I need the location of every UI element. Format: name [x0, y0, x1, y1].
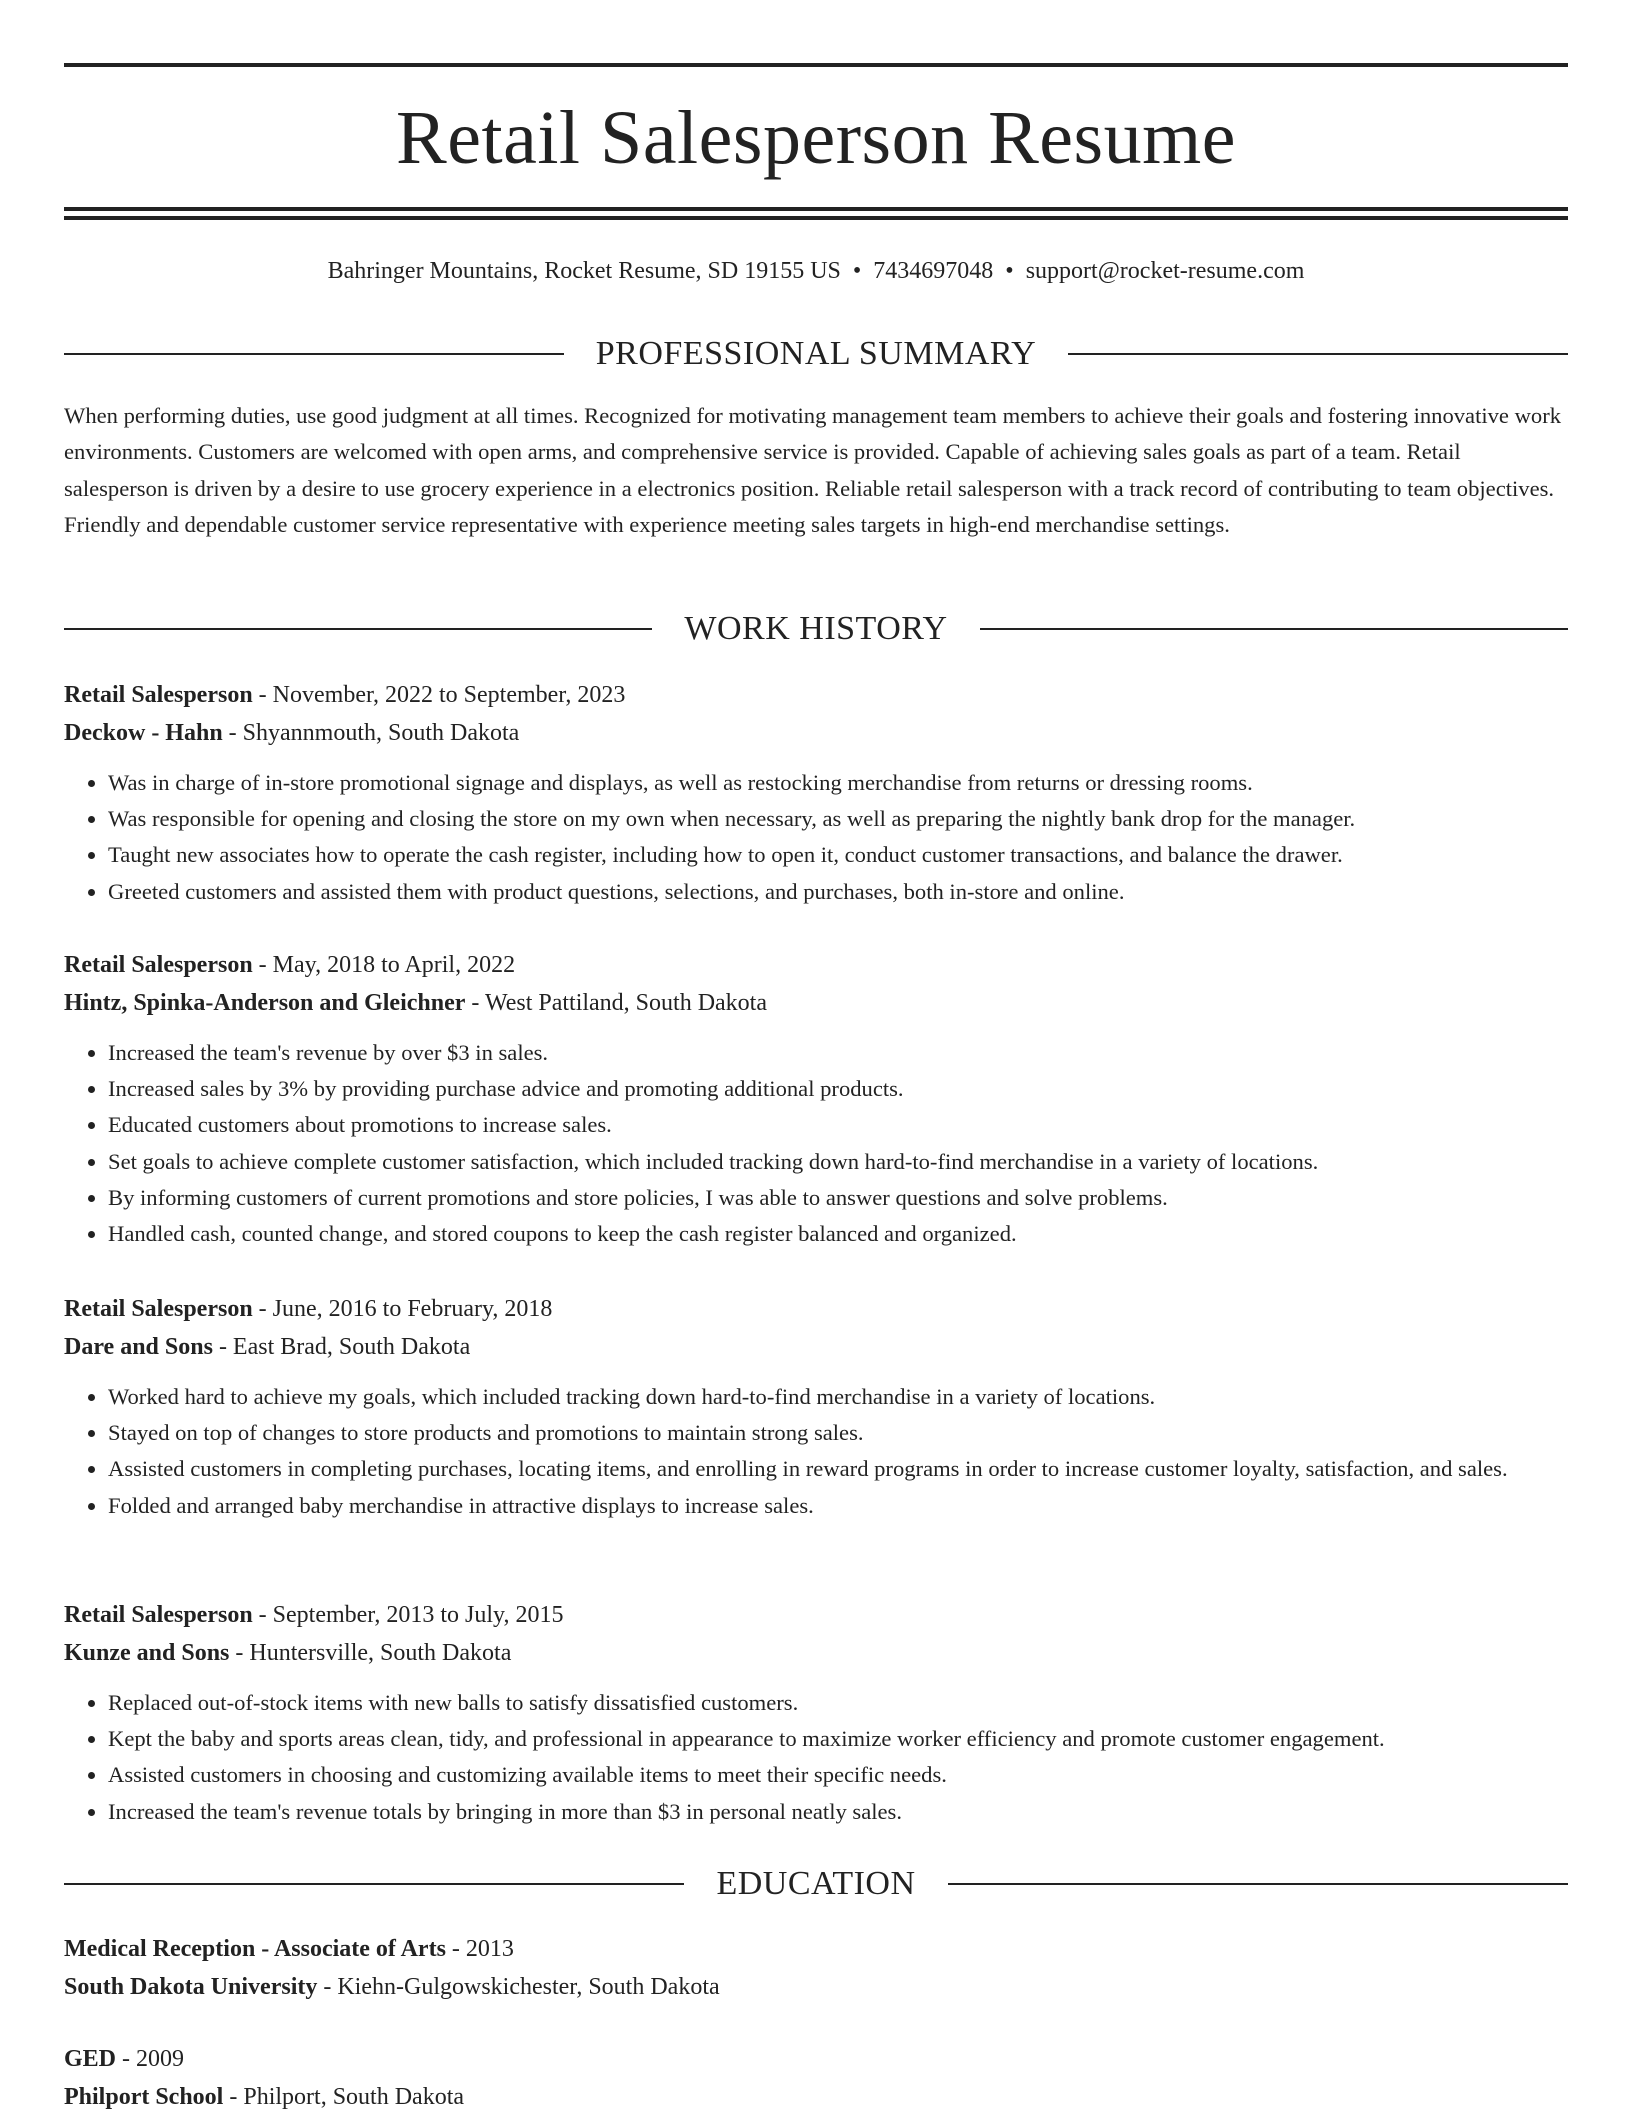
job-bullet: • Was in charge of in-store promotional signage and displays, as well as restocking merchandise from returns or dressing rooms.: [108, 765, 1568, 801]
job-title-line: [64, 676, 1568, 714]
job-company: Dare and Sons: [64, 1334, 213, 1360]
job-title-line: [64, 946, 1568, 984]
job-bullet: • Increased sales by 3% by providing purchase advice and promoting additional products.: [108, 1071, 1568, 1107]
education-degree-line: [64, 2040, 1568, 2078]
top-rule: [64, 63, 1568, 67]
section-heading-education: [64, 1862, 1568, 1906]
job-bullets: [64, 1035, 1568, 1252]
job-dates: - November, 2022 to September, 2023: [252, 682, 626, 708]
title-rule-lower: [64, 216, 1568, 220]
education-year: - 2013: [445, 1936, 514, 1962]
job-bullet: • Educated customers about promotions to increase sales.: [108, 1107, 1568, 1143]
contact-separator: •: [852, 258, 862, 284]
education-school: Philport School: [64, 2084, 224, 2110]
job-bullet: • Replaced out-of-stock items with new balls to satisfy dissatisfied customers.: [108, 1685, 1568, 1721]
section-heading-summary: [64, 332, 1568, 376]
job-dates: - June, 2016 to February, 2018: [252, 1296, 553, 1322]
job-location: - East Brad, South Dakota: [212, 1334, 471, 1360]
job-entry: [64, 1596, 1568, 1830]
job-title: Retail Salesperson: [64, 1296, 253, 1322]
summary-text: When performing duties, use good judgment at all times. Recognized for motivating management team members to achieve their goals and fostering innovative work environments. Customers are welcomed with open arms, and comprehensive service is provided. Capable of achieving sales goals as part of a team. Retail salesperson is driven by a desire to use grocery experience in a electronics position. Reliable retail salesperson with a track record of contributing to team objectives. Friendly and dependable customer service representative with experience meeting sales targets in high-end merchandise settings.: [64, 403, 1562, 538]
education-degree: Medical Reception - Associate of Arts: [64, 1936, 446, 1962]
section-title-work: WORK HISTORY: [684, 610, 948, 647]
job-company: Deckow - Hahn: [64, 720, 223, 746]
job-bullets: [64, 765, 1568, 910]
heading-rule-left: [64, 353, 564, 355]
contact-email: support@rocket-resume.com: [1025, 258, 1305, 284]
education-entry: [64, 2040, 1568, 2116]
job-bullet: • Increased the team's revenue totals by bringing in more than $3 in personal neatly sales.: [108, 1794, 1568, 1830]
job-company-line: [64, 984, 1568, 1022]
job-entry: [64, 1290, 1568, 1524]
job-bullet: • Greeted customers and assisted them with product questions, selections, and purchases, both in-store and online.: [108, 874, 1568, 910]
job-dates: - September, 2013 to July, 2015: [252, 1602, 564, 1628]
job-bullet: • Handled cash, counted change, and stored coupons to keep the cash register balanced and organized.: [108, 1216, 1568, 1252]
education-school-line: [64, 2078, 1568, 2116]
job-bullet: • Worked hard to achieve my goals, which included tracking down hard-to-find merchandise in a variety of locations.: [108, 1379, 1568, 1415]
job-entry: [64, 676, 1568, 910]
job-location: - Shyannmouth, South Dakota: [222, 720, 520, 746]
section-title-summary: PROFESSIONAL SUMMARY: [595, 335, 1037, 372]
title-rule-upper: [64, 207, 1568, 211]
education-year: - 2009: [116, 2046, 185, 2072]
education-degree: GED: [64, 2046, 117, 2072]
job-bullet: • Kept the baby and sports areas clean, tidy, and professional in appearance to maximize worker efficiency and promote customer engagement.: [108, 1721, 1568, 1757]
page-title: Retail Salesperson Resume: [396, 96, 1236, 180]
heading-rule-right: [1068, 353, 1568, 355]
contact-address: Bahringer Mountains, Rocket Resume, SD 19155 US: [327, 258, 841, 284]
education-degree-line: [64, 1930, 1568, 1968]
job-company-line: [64, 714, 1568, 752]
job-title-line: [64, 1290, 1568, 1328]
section-title-education: EDUCATION: [716, 1865, 916, 1902]
job-title: Retail Salesperson: [64, 952, 253, 978]
job-bullet: • By informing customers of current promotions and store policies, I was able to answer questions and solve problems.: [108, 1180, 1568, 1216]
heading-rule-right: [980, 628, 1568, 630]
education-location: - Kiehn-Gulgowskichester, South Dakota: [317, 1974, 720, 2000]
job-bullets: [64, 1685, 1568, 1830]
heading-rule-right: [948, 1883, 1568, 1885]
education-location: - Philport, South Dakota: [223, 2084, 465, 2110]
contact-line: [64, 253, 1568, 289]
job-location: - West Pattiland, South Dakota: [465, 990, 767, 1016]
job-bullet: • Assisted customers in completing purchases, locating items, and enrolling in reward programs in order to increase customer loyalty, satisfaction, and sales.: [108, 1451, 1568, 1487]
job-dates: - May, 2018 to April, 2022: [252, 952, 516, 978]
education-school-line: [64, 1968, 1568, 2006]
job-title: Retail Salesperson: [64, 682, 253, 708]
section-heading-work: [64, 607, 1568, 651]
job-entry: [64, 946, 1568, 1252]
heading-rule-left: [64, 628, 652, 630]
job-title-line: [64, 1596, 1568, 1634]
job-bullet: • Assisted customers in choosing and customizing available items to meet their specific needs.: [108, 1757, 1568, 1793]
job-bullets: [64, 1379, 1568, 1524]
education-school: South Dakota University: [64, 1974, 318, 2000]
job-bullet: • Stayed on top of changes to store products and promotions to maintain strong sales.: [108, 1415, 1568, 1451]
job-bullet: • Folded and arranged baby merchandise in attractive displays to increase sales.: [108, 1488, 1568, 1524]
job-company-line: [64, 1328, 1568, 1366]
education-entry: [64, 1930, 1568, 2006]
job-location: - Huntersville, South Dakota: [229, 1640, 512, 1666]
job-company-line: [64, 1634, 1568, 1672]
job-company: Hintz, Spinka-Anderson and Gleichner: [64, 990, 466, 1016]
job-bullet: • Taught new associates how to operate the cash register, including how to open it, conduct customer transactions, and balance the drawer.: [108, 837, 1568, 873]
contact-phone: 7434697048: [873, 258, 994, 284]
job-bullet: • Set goals to achieve complete customer satisfaction, which included tracking down hard-to-find merchandise in a variety of locations.: [108, 1144, 1568, 1180]
contact-separator: •: [1005, 258, 1014, 284]
job-title: Retail Salesperson: [64, 1602, 253, 1628]
job-bullet: • Increased the team's revenue by over $3 in sales.: [108, 1035, 1568, 1071]
heading-rule-left: [64, 1883, 684, 1885]
job-company: Kunze and Sons: [64, 1640, 230, 1666]
job-bullet: • Was responsible for opening and closing the store on my own when necessary, as well as preparing the nightly bank drop for the manager.: [108, 801, 1568, 837]
